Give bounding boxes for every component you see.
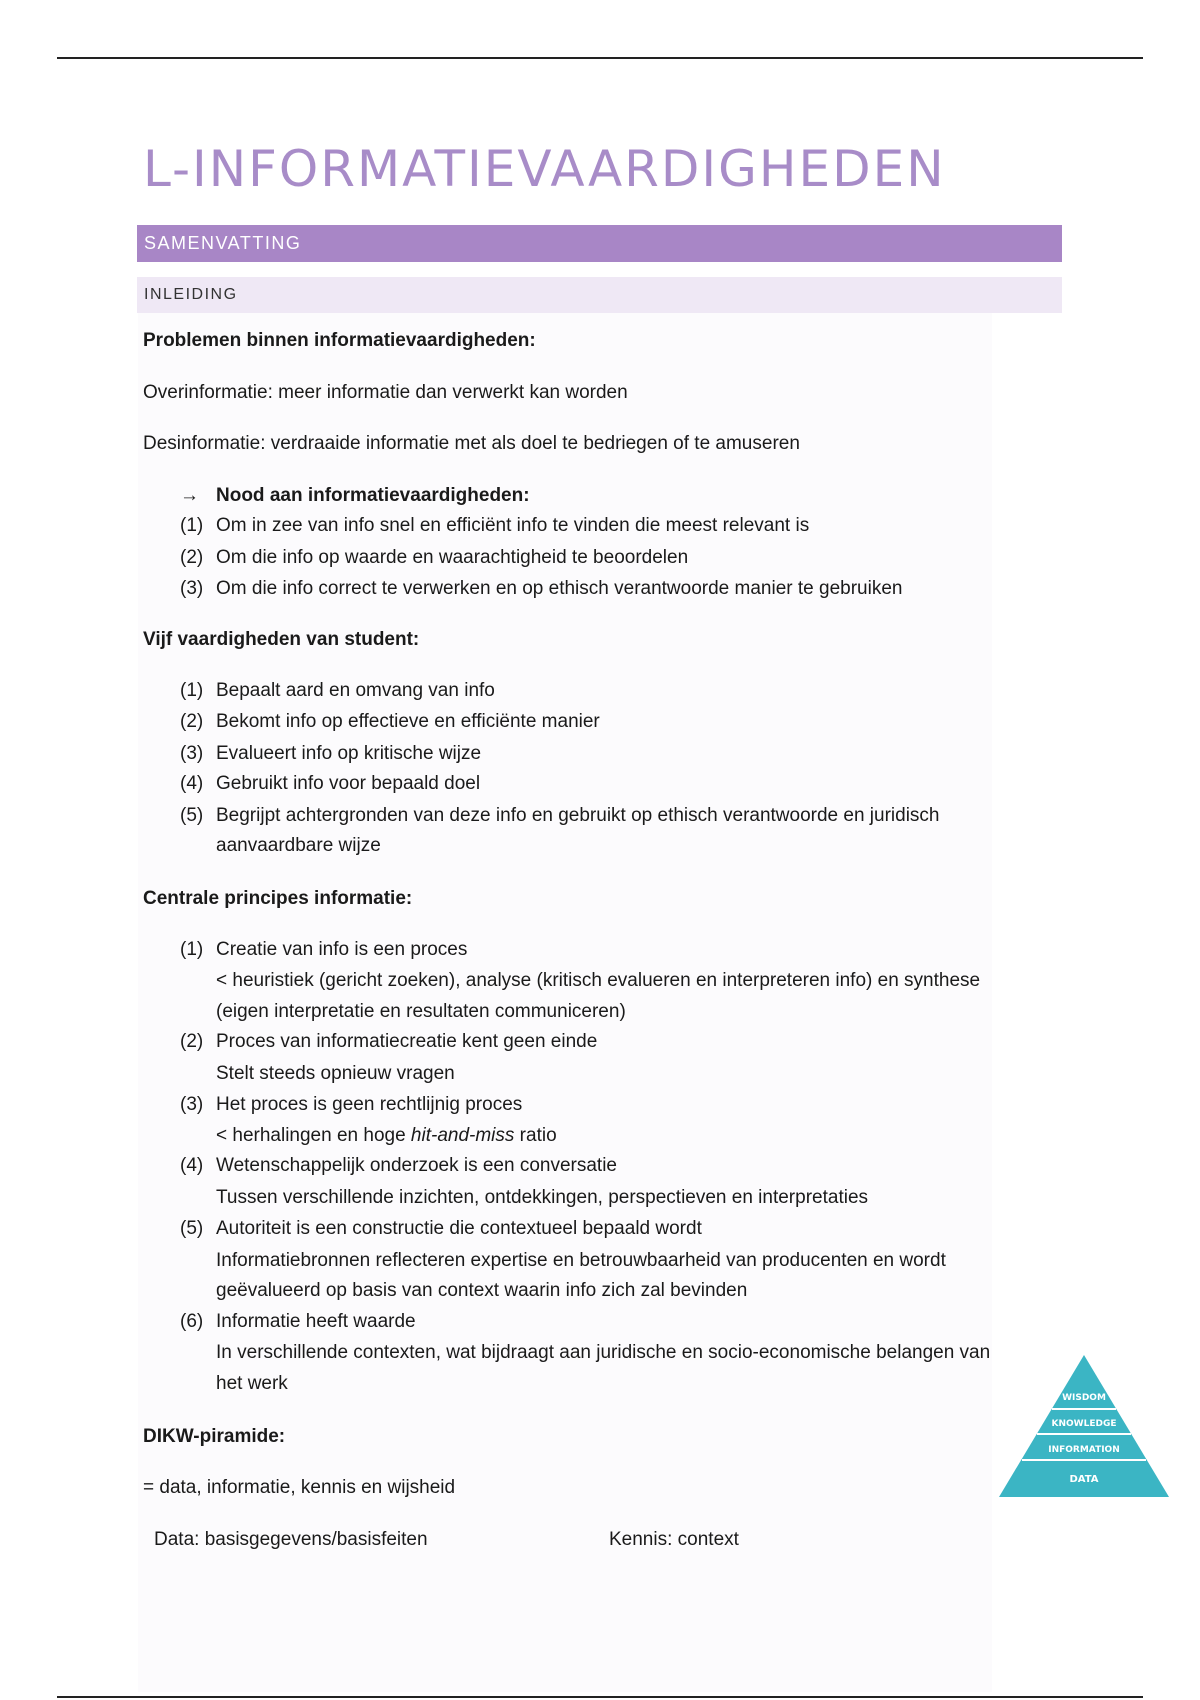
list-number: (2) [180,1031,204,1052]
list-number: (4) [180,773,204,794]
bottom-rule [57,1696,1143,1698]
detail-text: < herhalingen en hoge [216,1125,411,1146]
list-item-detail: Stelt steeds opnieuw vragen [216,1063,455,1084]
top-rule [57,57,1143,59]
list-number: (1) [180,680,204,701]
list-number: (5) [180,805,204,826]
list-item: Gebruikt info voor bepaald doel [216,773,481,794]
list-item: Begrijpt achtergronden van deze info en gebruikt op ethisch verantwoorde en juridisch [216,805,940,826]
list-number: (6) [180,1311,204,1332]
list-item-detail: het werk [216,1373,288,1394]
subsection-heading-inleiding: INLEIDING [137,277,1062,313]
list-item-detail [216,1125,557,1147]
desinformatie-text: Desinformatie: verdraaide informatie met als doel te bedriegen of te amuseren [143,433,800,454]
list-item: Bepaalt aard en omvang van info [216,680,495,701]
list-item: Wetenschappelijk onderzoek is een conversatie [216,1155,617,1176]
dikw-pyramid-image [995,1352,1173,1502]
arrow-icon: → [180,485,199,506]
list-item: Informatie heeft waarde [216,1311,416,1332]
list-item: Het proces is geen rechtlijnig proces [216,1094,523,1115]
list-number: (2) [180,547,204,568]
page-title: L-INFORMATIEVAARDIGHEDEN [143,140,946,198]
principles-heading: Centrale principes informatie: [143,888,413,909]
list-item-detail: geëvalueerd op basis van context waarin info zich zal bevinden [216,1280,748,1301]
list-number: (3) [180,578,204,599]
list-item-detail: (eigen interpretatie en resultaten communiceren) [216,1001,626,1022]
list-item: Om die info op waarde en waarachtigheid te beoordelen [216,547,689,568]
pyramid-label: DATA [1069,1474,1099,1485]
list-number: (1) [180,515,204,536]
data-definition: Data: basisgegevens/basisfeiten [154,1529,428,1550]
section-heading-samenvatting: SAMENVATTING [137,225,1062,262]
list-item: Om in zee van info snel en efficiënt info te vinden die meest relevant is [216,515,810,536]
need-heading: Nood aan informatievaardigheden: [216,485,530,506]
list-item: Bekomt info op effectieve en efficiënte manier [216,711,600,732]
list-item: Creatie van info is een proces [216,939,468,960]
list-item-detail: Informatiebronnen reflecteren expertise en betrouwbaarheid van producenten en wordt [216,1250,946,1271]
list-item: Proces van informatiecreatie kent geen einde [216,1031,598,1052]
dikw-definition: = data, informatie, kennis en wijsheid [143,1477,456,1498]
problems-heading: Problemen binnen informatievaardigheden: [143,330,536,351]
list-item: Evalueert info op kritische wijze [216,743,482,764]
dikw-heading: DIKW-piramide: [143,1426,286,1447]
list-number: (5) [180,1218,204,1239]
list-number: (3) [180,743,204,764]
list-number: (4) [180,1155,204,1176]
overinformatie-text: Overinformatie: meer informatie dan verwerkt kan worden [143,382,628,403]
list-item-continuation: aanvaardbare wijze [216,835,381,856]
list-number: (1) [180,939,204,960]
pyramid-label: INFORMATION [1048,1445,1120,1455]
detail-emphasis: hit-and-miss [410,1125,515,1146]
skills-heading: Vijf vaardigheden van student: [143,629,420,650]
detail-text: ratio [514,1125,557,1146]
list-item-detail: < heuristiek (gericht zoeken), analyse (kritisch evalueren en interpreteren info) en synthese [216,970,981,991]
list-item: Autoriteit is een constructie die contextueel bepaald wordt [216,1218,702,1239]
pyramid-label: KNOWLEDGE [1051,1419,1117,1429]
pyramid-label: WISDOM [1062,1393,1106,1403]
list-item: Om die info correct te verwerken en op ethisch verantwoorde manier te gebruiken [216,578,903,599]
list-number: (3) [180,1094,204,1115]
list-item-detail: Tussen verschillende inzichten, ontdekkingen, perspectieven en interpretaties [216,1187,869,1208]
list-item-detail: In verschillende contexten, wat bijdraagt aan juridische en socio-economische belangen van [216,1342,991,1363]
kennis-definition: Kennis: context [609,1529,739,1550]
list-number: (2) [180,711,204,732]
